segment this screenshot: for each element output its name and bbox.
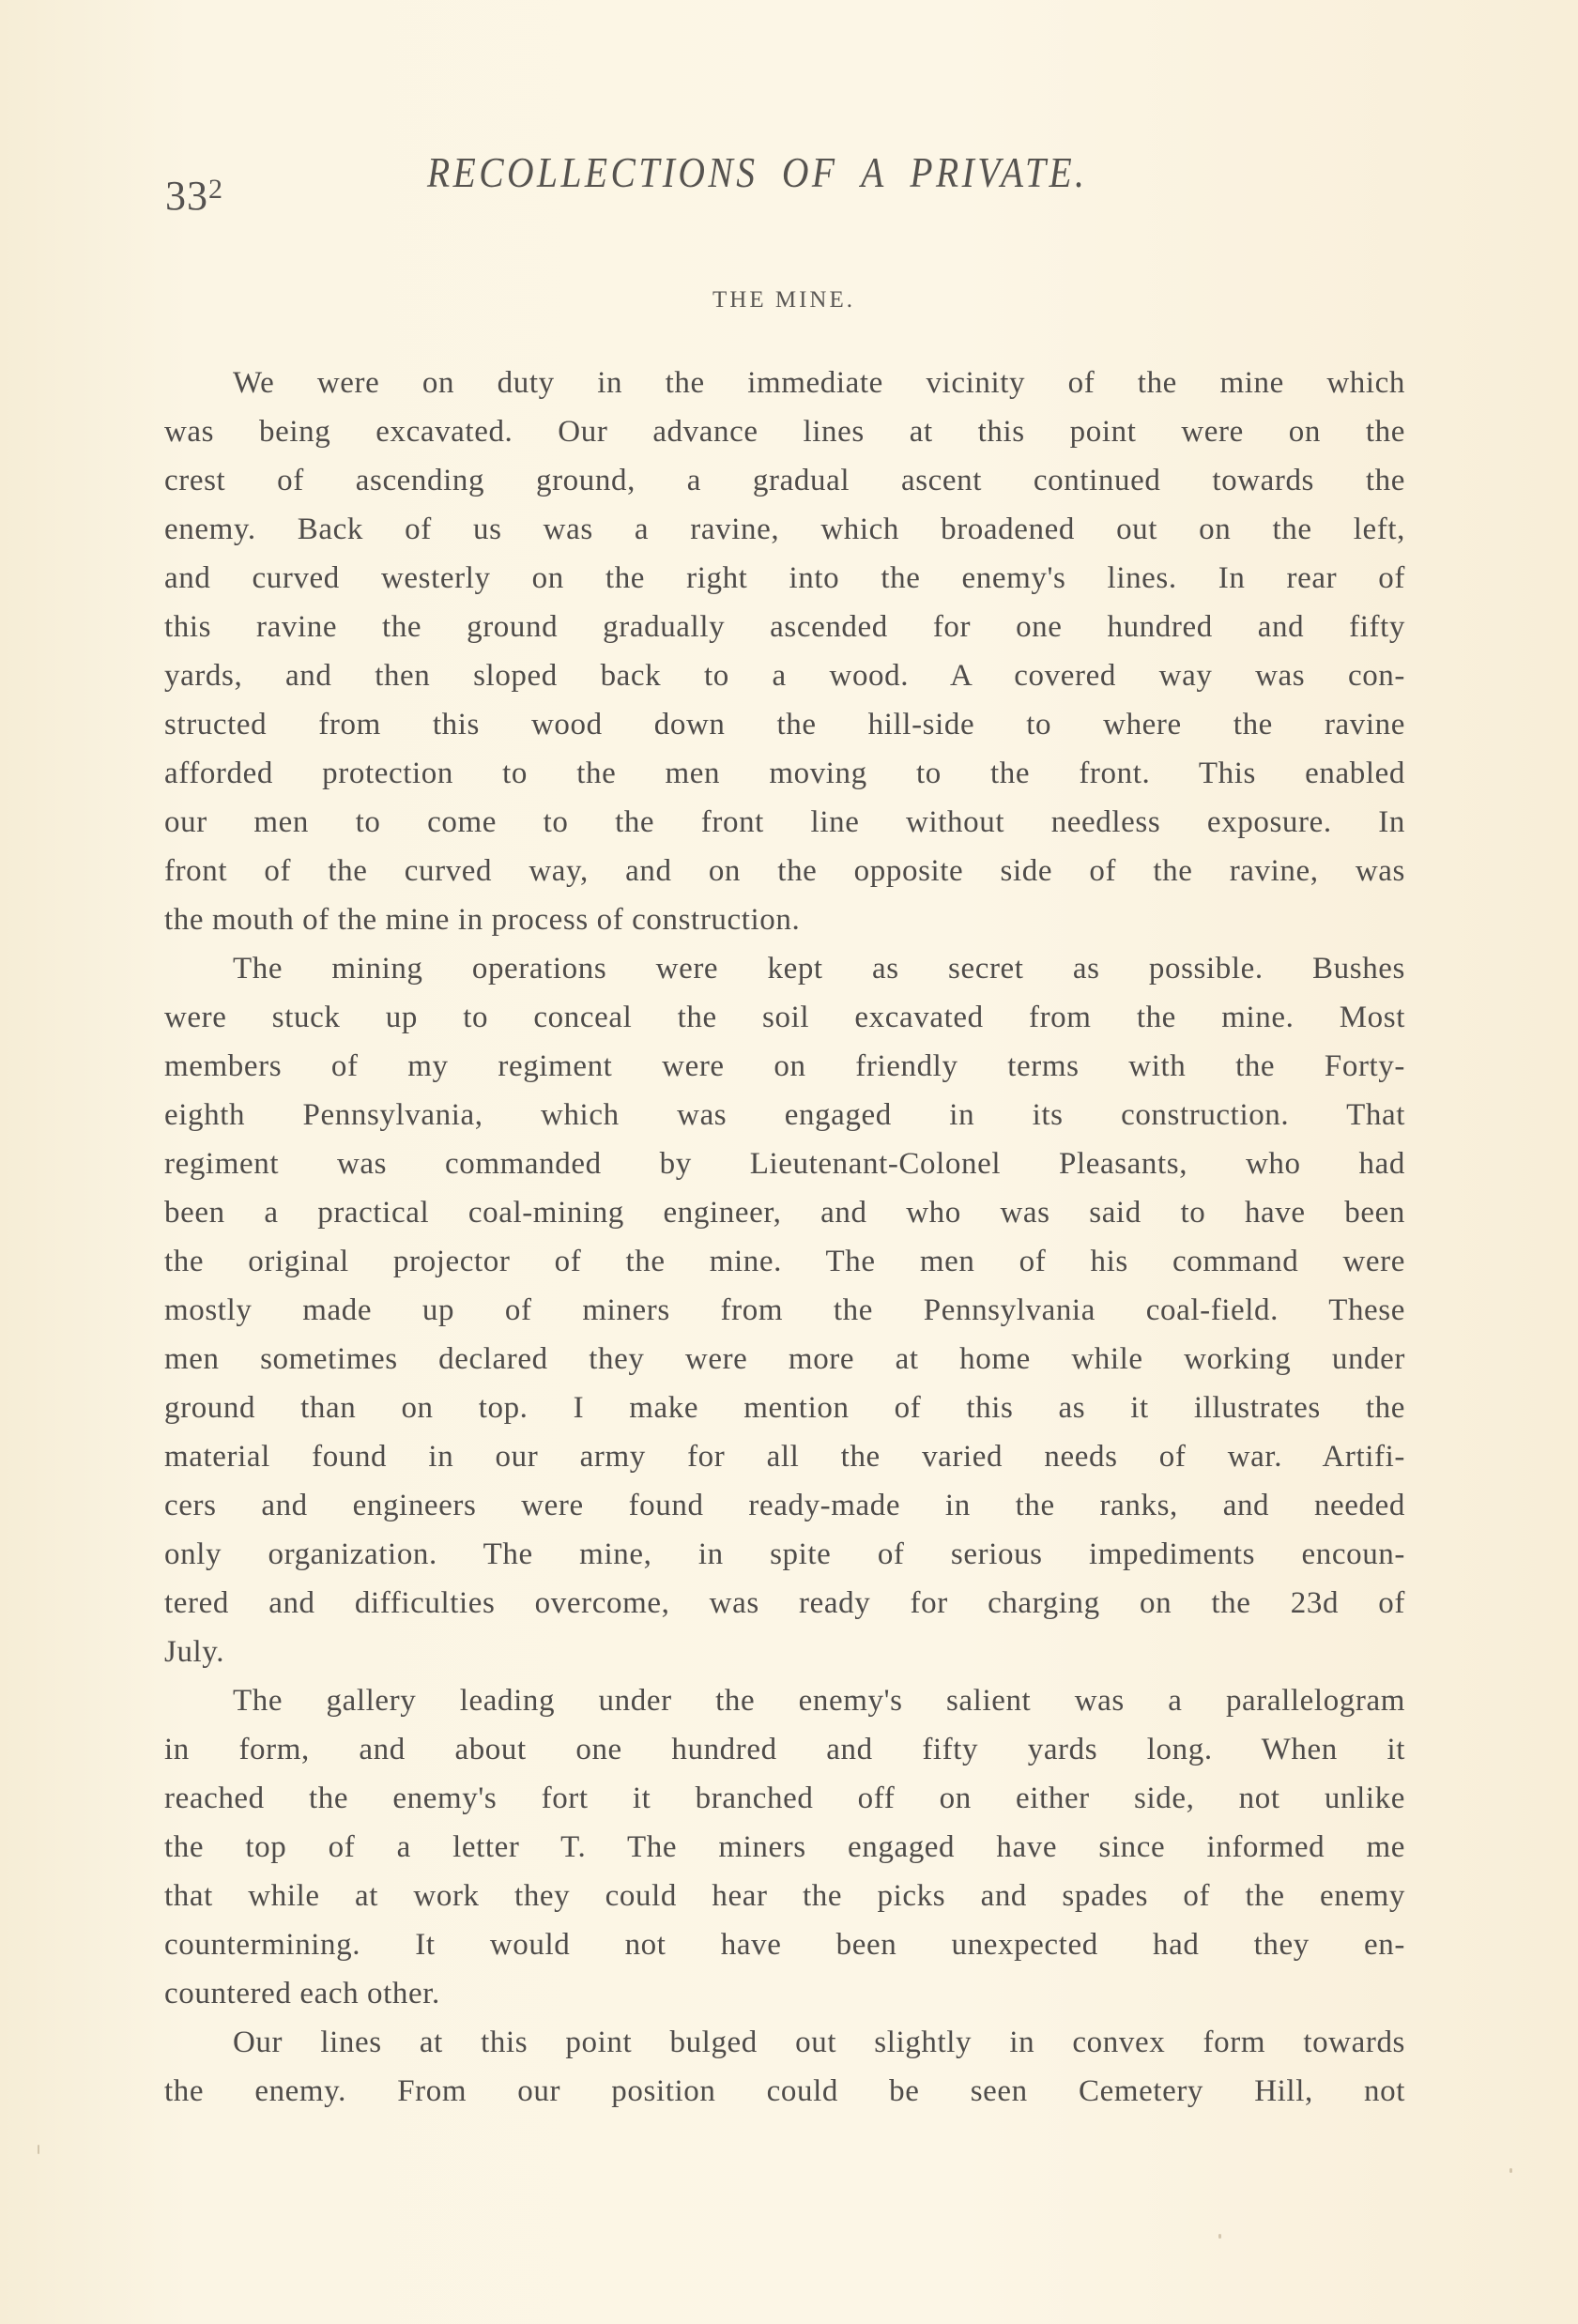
text-line: only organization. The mine, in spite of serious impediments encoun- bbox=[164, 1537, 1405, 1571]
text-line: members of my regiment were on friendly terms with the Forty- bbox=[164, 1049, 1405, 1083]
text-line: were stuck up to conceal the soil excavated from the mine. Most bbox=[164, 1001, 1405, 1034]
text-line: that while at work they could hear the picks and spades of the enemy bbox=[164, 1879, 1405, 1913]
text-line: the mouth of the mine in process of construction. bbox=[164, 903, 801, 937]
text-line: mostly made up of miners from the Pennsylvania coal-field. These bbox=[164, 1293, 1405, 1327]
text-line: the original projector of the mine. The men of his command were bbox=[164, 1245, 1405, 1278]
text-line: this ravine the ground gradually ascended for one hundred and fifty bbox=[164, 610, 1405, 644]
text-line: eighth Pennsylvania, which was engaged in its construction. That bbox=[164, 1098, 1405, 1132]
text-line: countered each other. bbox=[164, 1977, 440, 2011]
paragraph-4 bbox=[164, 2018, 1405, 2116]
text-line: men sometimes declared they were more at home while working under bbox=[164, 1342, 1405, 1376]
text-line: was being excavated. Our advance lines at this point were on the bbox=[164, 415, 1405, 449]
text-line: and curved westerly on the right into the enemy's lines. In rear of bbox=[164, 561, 1405, 595]
paragraph-1 bbox=[164, 359, 1405, 944]
running-head: RECOLLECTIONS OF A PRIVATE. bbox=[427, 148, 1088, 196]
paper-speck bbox=[1509, 2168, 1512, 2173]
text-line: crest of ascending ground, a gradual ascent continued towards the bbox=[164, 464, 1405, 497]
text-line: reached the enemy's fort it branched off on either side, not unlike bbox=[164, 1781, 1405, 1815]
text-line: Our lines at this point bulged out slightly in convex form towards bbox=[233, 2026, 1405, 2059]
text-line: cers and engineers were found ready-made in the ranks, and needed bbox=[164, 1489, 1405, 1522]
paragraph-2 bbox=[164, 944, 1405, 1676]
text-line: The mining operations were kept as secret as possible. Bushes bbox=[233, 952, 1405, 986]
text-line: countermining. It would not have been unexpected had they en- bbox=[164, 1928, 1405, 1962]
page-number-superscript: 2 bbox=[208, 174, 223, 205]
text-line: regiment was commanded by Lieutenant-Colonel Pleasants, who had bbox=[164, 1147, 1405, 1181]
text-line: the enemy. From our position could be seen Cemetery Hill, not bbox=[164, 2074, 1405, 2108]
body-text bbox=[164, 359, 1405, 2116]
page-number bbox=[165, 169, 223, 217]
text-line: July. bbox=[164, 1635, 225, 1669]
text-line: The gallery leading under the enemy's salient was a parallelogram bbox=[233, 1684, 1405, 1718]
paper-speck bbox=[38, 2145, 39, 2154]
text-line: afforded protection to the men moving to the front. This enabled bbox=[164, 757, 1405, 790]
text-line: enemy. Back of us was a ravine, which broadened out on the left, bbox=[164, 512, 1405, 546]
text-line: front of the curved way, and on the opposite side of the ravine, was bbox=[164, 854, 1405, 888]
paper-speck bbox=[1218, 2234, 1221, 2239]
text-line: ground than on top. I make mention of this as it illustrates the bbox=[164, 1391, 1405, 1425]
text-line: our men to come to the front line without needless exposure. In bbox=[164, 805, 1405, 839]
text-line: been a practical coal-mining engineer, and who was said to have been bbox=[164, 1196, 1405, 1230]
text-line: the top of a letter T. The miners engaged have since informed me bbox=[164, 1830, 1405, 1864]
paragraph-3 bbox=[164, 1676, 1405, 2018]
text-line: in form, and about one hundred and fifty yards long. When it bbox=[164, 1733, 1405, 1766]
text-line: structed from this wood down the hill-side to where the ravine bbox=[164, 708, 1405, 742]
section-title: THE MINE. bbox=[712, 287, 855, 313]
text-line: yards, and then sloped back to a wood. A covered way was con- bbox=[164, 659, 1405, 693]
text-line: We were on duty in the immediate vicinity of the mine which bbox=[233, 366, 1405, 400]
text-line: material found in our army for all the varied needs of war. Artifi- bbox=[164, 1440, 1405, 1474]
text-line: tered and difficulties overcome, was ready for charging on the 23d of bbox=[164, 1586, 1405, 1620]
page-number-main: 33 bbox=[165, 173, 208, 219]
